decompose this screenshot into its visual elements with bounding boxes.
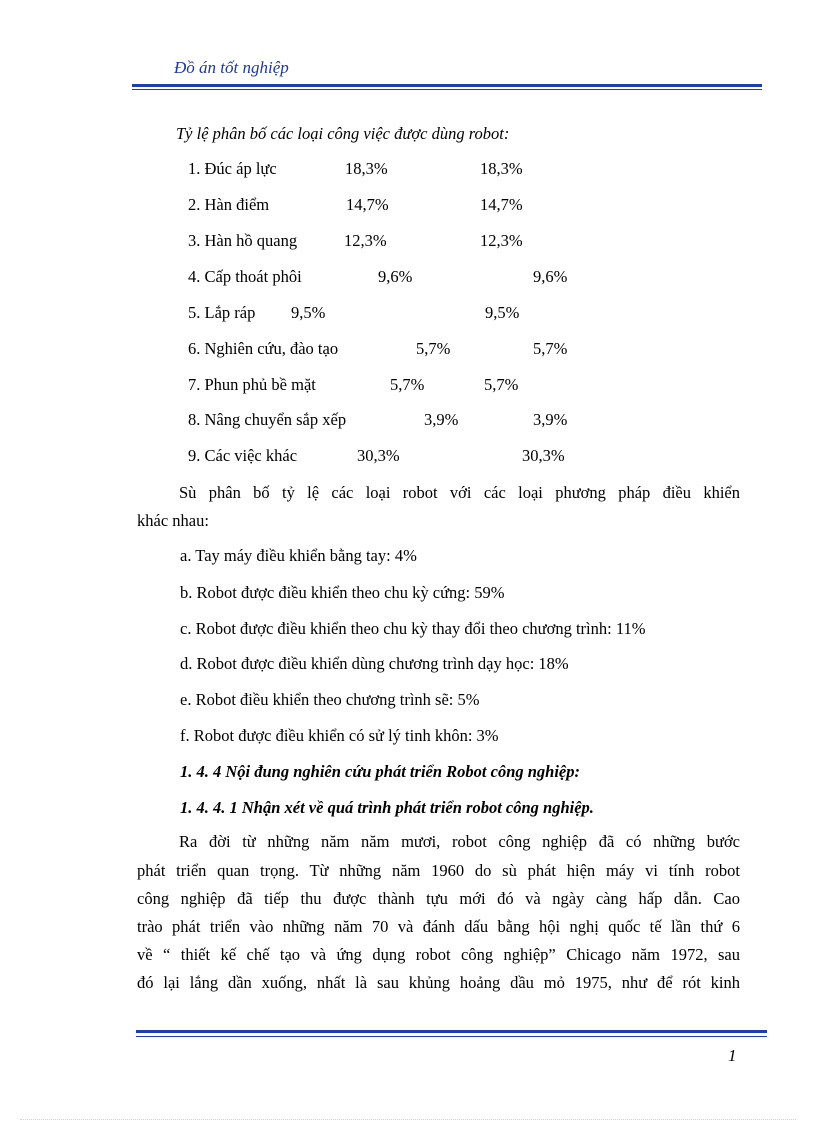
item-label: 6. Nghiên cứu, đào tạo	[188, 339, 339, 358]
item-value-2: 14,7%	[480, 195, 523, 214]
paragraph-line: trào phát triển vào những năm 70 và đánh dấu bằng hội nghị quốc tế lần thứ 6	[137, 917, 740, 936]
item-label: 4. Cấp thoát phôi	[188, 267, 302, 286]
item-value-2: 12,3%	[480, 231, 523, 250]
item-label: 1. Đúc áp lực	[188, 159, 277, 178]
list-item: f. Robot được điều khiển có sử lý tinh khôn: 3%	[180, 726, 499, 745]
item-value-2: 5,7%	[484, 375, 519, 394]
item-value-1: 5,7%	[416, 339, 451, 358]
header-rule	[132, 84, 762, 87]
item-value-2: 30,3%	[522, 446, 565, 465]
item-value-1: 12,3%	[344, 231, 387, 250]
section-heading: 1. 4. 4 Nội đung nghiên cứu phát triển Robot công nghiệp:	[180, 762, 580, 781]
item-value-2: 9,6%	[533, 267, 568, 286]
paragraph-line: đó lại lắng dần xuống, nhất là sau khủng hoảng dầu mỏ 1975, như để rót kinh	[137, 973, 740, 992]
footer-rule	[136, 1030, 767, 1033]
list-item: b. Robot được điều khiển theo chu kỳ cứng: 59%	[180, 583, 505, 602]
paragraph-line: về “ thiết kế chế tạo và ứng dụng robot công nghiệp” Chicago năm 1972, sau	[137, 945, 740, 964]
footer-rule-thin	[136, 1036, 767, 1037]
list-item: a. Tay máy điều khiển bằng tay: 4%	[180, 546, 417, 565]
control-intro-line: Sù phân bố tỷ lệ các loại robot với các loại phương pháp điều khiển	[179, 483, 740, 502]
item-label: 5. Lắp ráp	[188, 303, 256, 322]
paragraph-line: công nghiệp đã tiếp thu được thành tựu mới đó và ngày càng hấp dẫn. Cao	[137, 889, 740, 908]
header-rule-thin	[132, 89, 762, 90]
paragraph-line: phát triển quan trọng. Từ những năm 1960 do sù phát hiện máy vi tính robot	[137, 861, 740, 880]
list-item: e. Robot điều khiển theo chương trình sẽ: 5%	[180, 690, 480, 709]
item-label: 8. Nâng chuyển sắp xếp	[188, 410, 347, 429]
item-value-2: 9,5%	[485, 303, 520, 322]
item-value-1: 30,3%	[357, 446, 400, 465]
item-value-2: 5,7%	[533, 339, 568, 358]
item-label: 9. Các việc khác	[188, 446, 298, 465]
item-value-1: 5,7%	[390, 375, 425, 394]
page-number: 1	[728, 1046, 737, 1065]
item-value-1: 14,7%	[346, 195, 389, 214]
page-bottom-dotted-border	[20, 1119, 796, 1120]
item-value-1: 3,9%	[424, 410, 459, 429]
header-title: Đồ án tốt nghiệp	[174, 58, 289, 77]
table-caption: Tỷ lệ phân bố các loại công việc được dùng robot:	[176, 124, 510, 143]
item-label: 7. Phun phủ bề mặt	[188, 375, 316, 394]
item-value-2: 18,3%	[480, 159, 523, 178]
item-label: 2. Hàn điểm	[188, 195, 270, 214]
control-intro-line-end: khác nhau:	[137, 511, 209, 530]
subsection-heading: 1. 4. 4. 1 Nhận xét về quá trình phát triển robot công nghiệp.	[180, 798, 594, 817]
item-value-1: 9,5%	[291, 303, 326, 322]
list-item: d. Robot được điều khiển dùng chương trình dạy học: 18%	[180, 654, 569, 673]
list-item: c. Robot được điều khiển theo chu kỳ thay đổi theo chương trình: 11%	[180, 619, 646, 638]
item-label: 3. Hàn hồ quang	[188, 231, 298, 250]
item-value-1: 9,6%	[378, 267, 413, 286]
item-value-2: 3,9%	[533, 410, 568, 429]
item-value-1: 18,3%	[345, 159, 388, 178]
paragraph-line: Ra đời từ những năm năm mươi, robot công nghiệp đã có những bước	[179, 832, 740, 851]
